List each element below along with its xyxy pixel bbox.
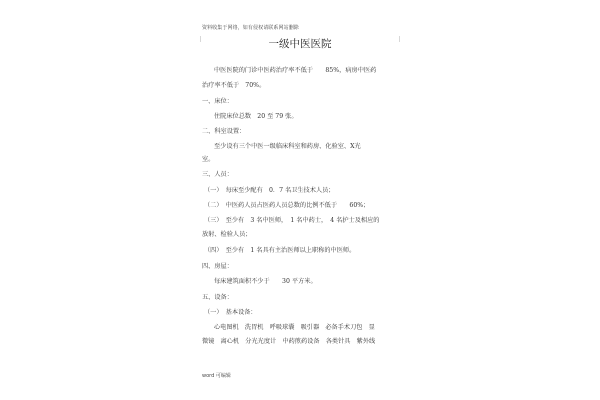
section-heading: 一、床位： bbox=[202, 98, 233, 105]
list-item: （一） 基本设备： bbox=[204, 309, 257, 316]
body-line: 每床建筑面积不少于 30 平方米。 bbox=[214, 278, 317, 285]
equipment-line: 心电图机 洗胃机 呼吸球囊 吸引器 必备手术刀包 显 bbox=[214, 324, 375, 331]
list-item: （三） 至少有 3 名中医师， 1 名中药士， 4 名护士及相应的 bbox=[204, 217, 380, 224]
body-line: 治疗率不低于 70%。 bbox=[202, 82, 266, 89]
section-heading: 三、人员： bbox=[202, 171, 233, 178]
list-item-continuation: 放射、检验人员； bbox=[202, 231, 252, 238]
list-item: （四） 至少有 1 名具有主治医师以上职称的中医师。 bbox=[204, 247, 356, 254]
section-heading: 四、房屋： bbox=[202, 263, 233, 270]
list-item: （二） 中医药人员占医药人员总数的比例不低于 60%； bbox=[204, 202, 370, 209]
header-note: 资料收集于网络，如有侵权请联系网站删除 bbox=[202, 25, 299, 31]
body-line: 室。 bbox=[202, 156, 215, 163]
list-item: （一） 每床至少配有 0．7 名卫生技术人员； bbox=[204, 187, 335, 194]
equipment-line: 微镜 离心机 分光光度计 中药煎药设备 各类针具 紫外线 bbox=[202, 338, 376, 345]
body-line: 住院床位总数 20 至 79 张。 bbox=[214, 113, 298, 120]
body-line: 中医医院的门诊中医药治疗率不低于 85%，病房中医药 bbox=[214, 67, 377, 74]
section-heading: 二、科室设置： bbox=[202, 128, 246, 135]
document-title: 一级中医医院 bbox=[268, 38, 332, 50]
section-heading: 五、设备： bbox=[202, 294, 233, 301]
footer-note: word 可编辑 bbox=[202, 373, 231, 379]
body-line: 至少设有三个中医一级临床科室和药房、化验室、X光 bbox=[214, 143, 361, 150]
